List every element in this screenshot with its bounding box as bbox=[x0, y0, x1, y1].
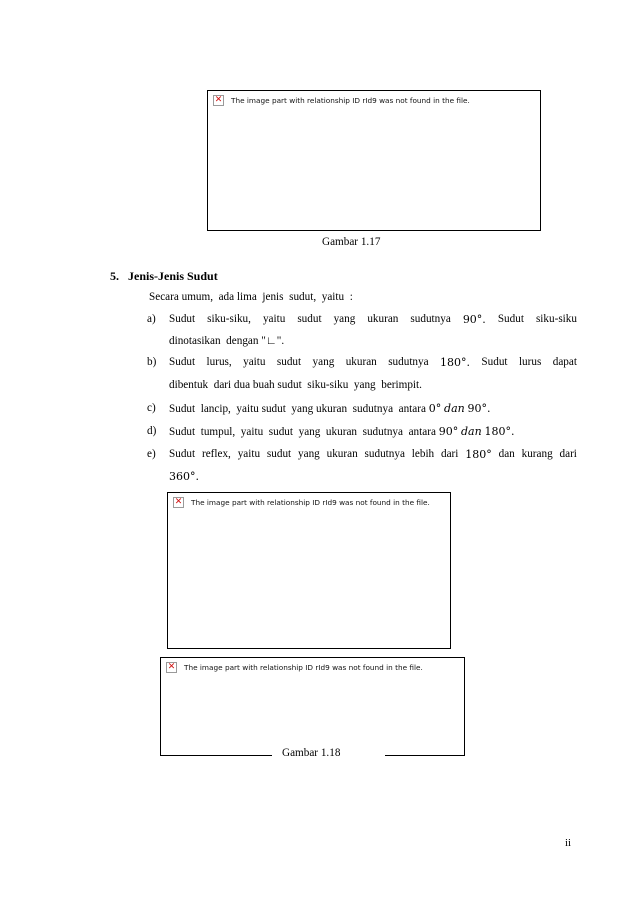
item-line-1: Sudut reflex, yaitu sudut yang ukuran sudutnya lebih dari 180° dan kurang dari bbox=[169, 448, 577, 461]
item-line-1: Sudut tumpul, yaitu sudut yang ukuran sudutnya antara 90° dan 180°. bbox=[169, 425, 515, 438]
section-heading: 5. Jenis-Jenis Sudut bbox=[110, 269, 218, 283]
broken-image-frame-3 bbox=[160, 657, 465, 756]
broken-image-frame-2 bbox=[167, 492, 451, 649]
broken-image-frame-1 bbox=[207, 90, 541, 231]
list-item-a bbox=[147, 313, 577, 353]
broken-image-message: The image part with relationship ID rId9 was not found in the file. bbox=[231, 96, 470, 105]
frame-bottom-right bbox=[385, 755, 465, 756]
frame-bottom-left bbox=[160, 755, 272, 756]
broken-image-message: The image part with relationship ID rId9 was not found in the file. bbox=[191, 498, 430, 507]
list-marker: a) bbox=[147, 313, 156, 325]
list-marker: d) bbox=[147, 425, 157, 437]
list-item-d bbox=[147, 425, 577, 443]
list-marker: b) bbox=[147, 356, 157, 368]
item-line-2: dinotasikan dengan "∟". bbox=[169, 335, 285, 347]
broken-image-notice bbox=[166, 662, 423, 673]
list-item-b bbox=[147, 356, 577, 396]
broken-image-icon: ✕ bbox=[174, 497, 183, 507]
list-item-c bbox=[147, 402, 577, 420]
item-line-1: Sudut lancip, yaitu sudut yang ukuran sudutnya antara 0° dan 90°. bbox=[169, 402, 491, 415]
broken-image-icon: ✕ bbox=[167, 662, 176, 672]
broken-image-icon: ✕ bbox=[214, 95, 223, 105]
list-marker: e) bbox=[147, 448, 156, 460]
broken-image-notice bbox=[173, 497, 430, 508]
item-line-2: 360°. bbox=[169, 470, 199, 483]
page-number: ii bbox=[565, 837, 572, 849]
item-line-2: dibentuk dari dua buah sudut siku-siku yang berimpit. bbox=[169, 379, 422, 391]
list-item-e bbox=[147, 448, 577, 488]
broken-image-notice bbox=[213, 95, 470, 106]
broken-image-message: The image part with relationship ID rId9 was not found in the file. bbox=[184, 663, 423, 672]
figure-caption-2: Gambar 1.18 bbox=[282, 747, 341, 759]
section-intro: Secara umum, ada lima jenis sudut, yaitu : bbox=[149, 291, 353, 303]
item-line-1: Sudut siku-siku, yaitu sudut yang ukuran sudutnya 90°. Sudut siku-siku bbox=[169, 313, 577, 326]
list-marker: c) bbox=[147, 402, 156, 414]
item-line-1: Sudut lurus, yaitu sudut yang ukuran sudutnya 180°. Sudut lurus dapat bbox=[169, 356, 577, 369]
figure-caption-1: Gambar 1.17 bbox=[322, 236, 381, 248]
